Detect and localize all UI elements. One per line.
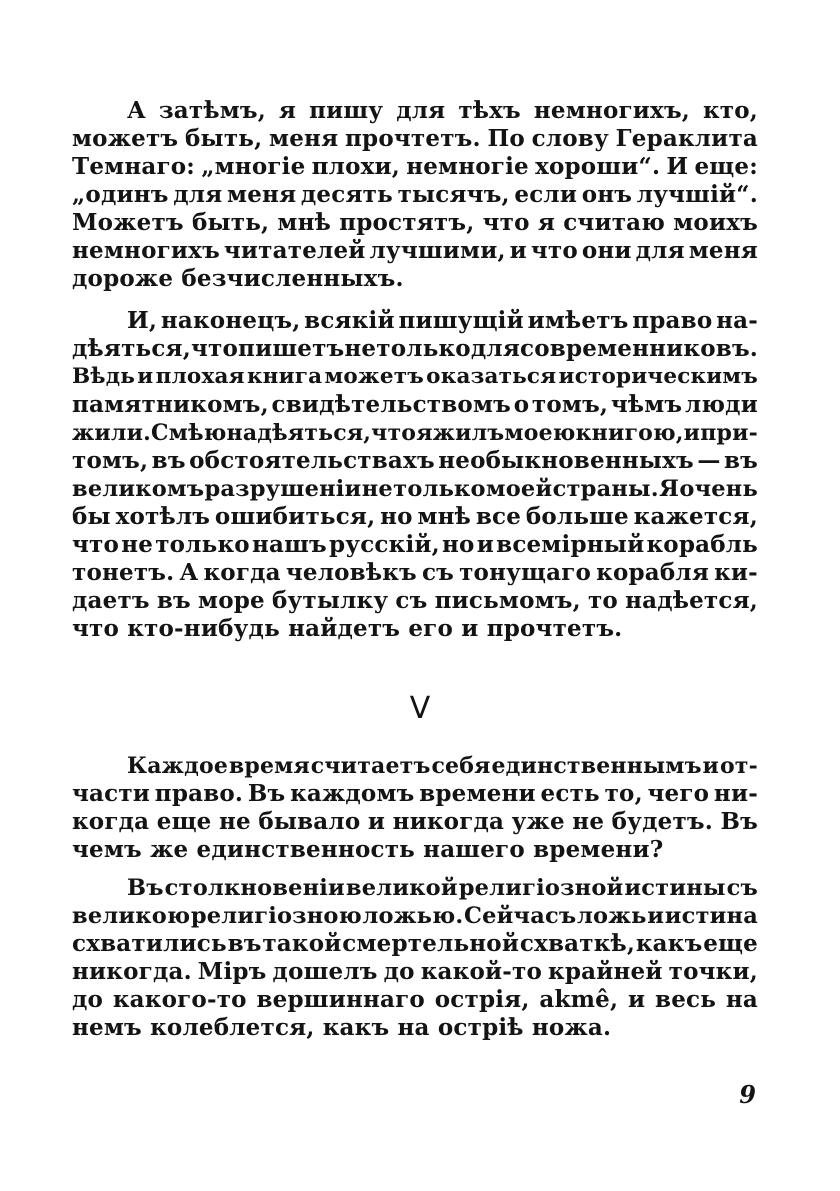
text-line: никогда. Міръ дошелъ до какой-то крайней точки,	[72, 958, 758, 985]
text-line: Темнаго: „многіе плохи, немногіе хороши“. И еще:	[72, 153, 758, 180]
section-heading: V	[409, 691, 431, 726]
paragraph-2	[72, 307, 758, 643]
text-line: томъ, въ обстоятельствахъ необыкновенныхъ — въ	[72, 447, 758, 474]
text-line: схватились въ такой смертельной схваткѣ, какъ еще	[72, 930, 758, 957]
text-line: немъ колеблется, какъ на остріѣ ножа.	[72, 1014, 612, 1041]
text-line: дѣяться, что пишетъ не только для современниковъ.	[72, 335, 758, 362]
text-line: что кто-нибудь найдетъ его и прочтетъ.	[72, 615, 623, 642]
text-line: можетъ быть, меня прочтетъ. По слову Гераклита	[72, 125, 758, 152]
section-paragraph-1	[72, 752, 758, 864]
text-line: И, наконецъ, всякій пишущій имѣетъ право на-	[127, 307, 758, 334]
text-line: до какого-то вершиннаго острія, akmê, и весь на	[72, 986, 758, 1013]
text-line: дороже безчисленныхъ.	[72, 265, 404, 292]
text-line: жили. Смѣю надѣяться, что я жилъ моею книгою, и при-	[72, 420, 758, 446]
text-line: чемъ же единственность нашего времени?	[72, 836, 664, 863]
text-line: Каждое время считаетъ себя единственнымъ и от-	[127, 753, 758, 779]
text-line: А затѣмъ, я пишу для тѣхъ немногихъ, кто,	[127, 97, 758, 124]
text-line: Въ столкновеніи великой религіозной истины съ	[127, 875, 758, 901]
text-line: части право. Въ каждомъ времени есть то, чего ни-	[72, 780, 758, 807]
text-line: великомъ разрушеніи не только моей страны. Я очень	[72, 476, 758, 502]
text-line: немногихъ читателей лучшими, и что они для меня	[72, 237, 758, 264]
text-line: Можетъ быть, мнѣ простятъ, что я считаю моихъ	[72, 209, 758, 236]
text-line: даетъ въ море бутылку съ письмомъ, то надѣется,	[72, 587, 758, 614]
text-line: Вѣдь и плохая книга можетъ оказаться историческимъ	[72, 364, 758, 389]
section-paragraph-2	[72, 874, 758, 1042]
text-line: когда еще не бывало и никогда уже не будетъ. Въ	[72, 808, 758, 835]
text-line: что не только нашъ русскій, но и всемірный корабль	[72, 531, 758, 558]
text-line: великою религіозною ложью. Сейчасъ ложь и истина	[72, 903, 758, 929]
page-number: 9	[739, 1080, 756, 1109]
text-line: „одинъ для меня десять тысячъ, если онъ лучшій“.	[72, 181, 758, 208]
text-line: тонетъ. А когда человѣкъ съ тонущаго корабля ки-	[72, 559, 758, 586]
paragraph-1	[72, 97, 758, 293]
text-line: бы хотѣлъ ошибиться, но мнѣ все больше кажется,	[72, 503, 758, 530]
text-line: памятникомъ, свидѣтельствомъ о томъ, чѣмъ люди	[72, 391, 758, 418]
